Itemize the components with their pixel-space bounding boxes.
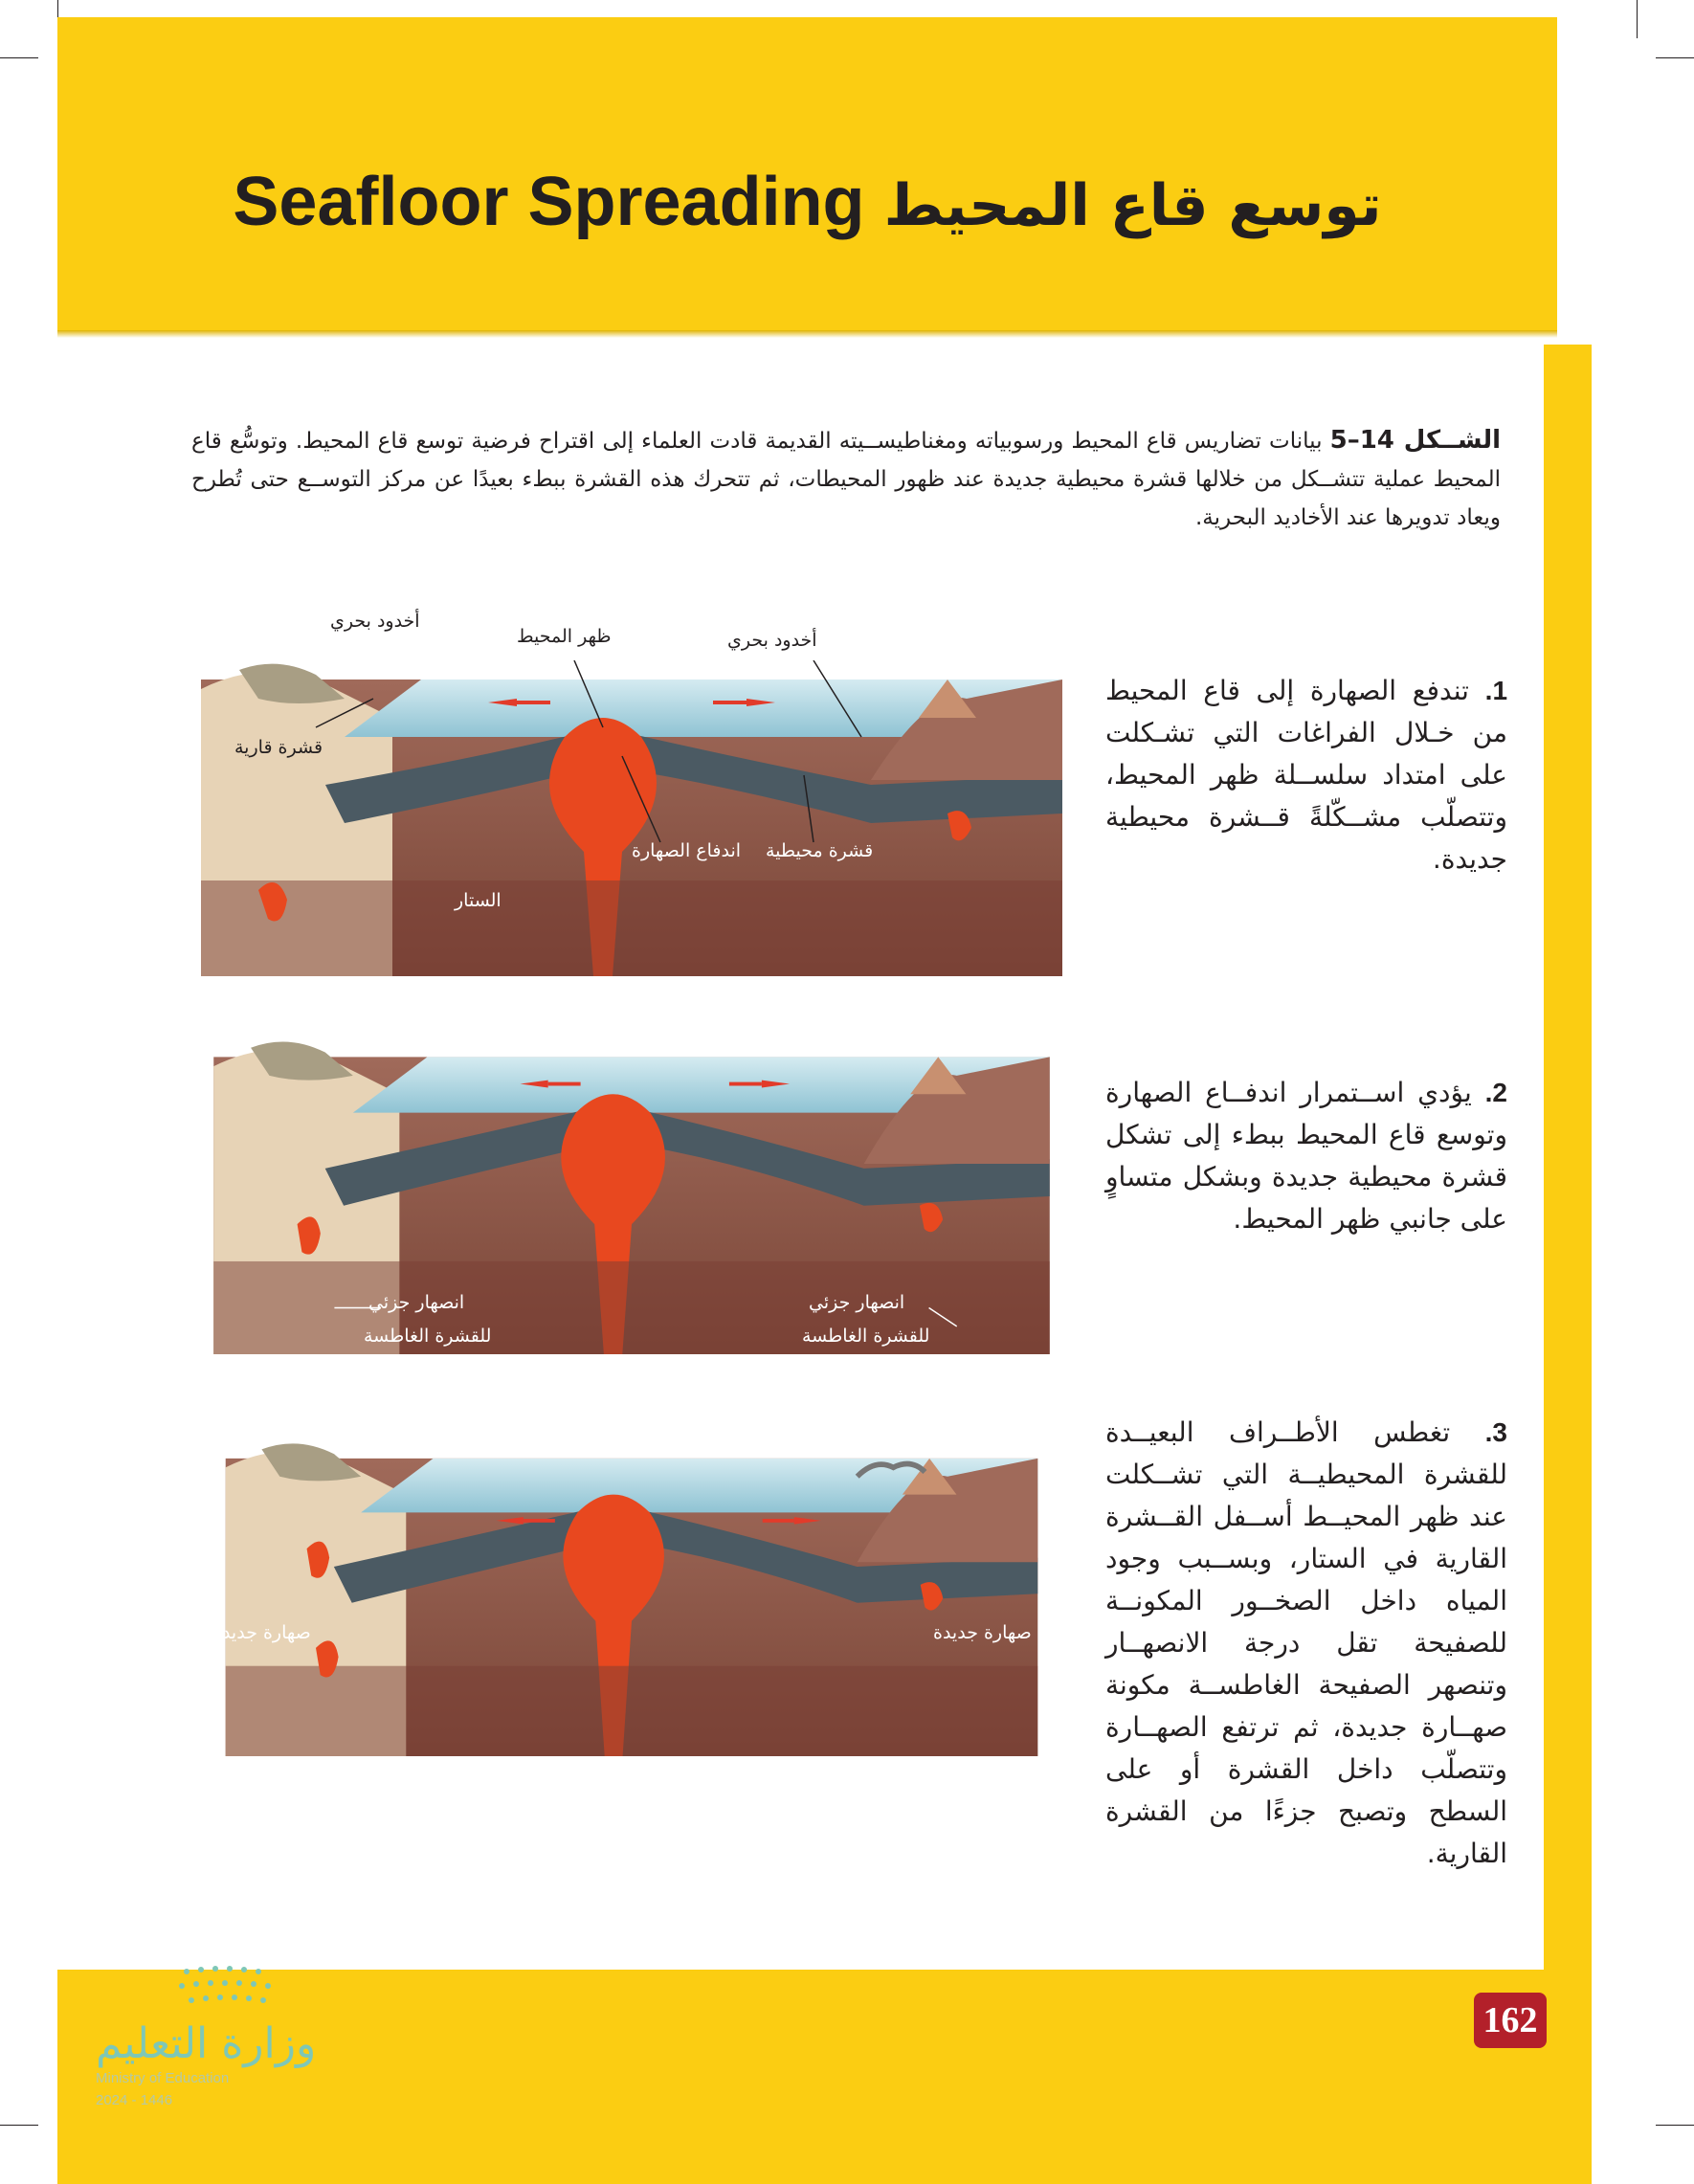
crop-mark bbox=[1656, 2125, 1694, 2126]
step-number: 1. bbox=[1484, 676, 1508, 705]
label-new-magma-right: صهارة جديدة bbox=[933, 1622, 1032, 1643]
step-2 bbox=[1105, 1072, 1507, 1240]
step-3 bbox=[1105, 1412, 1507, 1875]
label-partial-melt-right-2: للقشرة الغاطسة bbox=[802, 1326, 930, 1347]
label-partial-melt-right-1: انصهار جزئي bbox=[809, 1292, 905, 1313]
diagram-subduction bbox=[201, 1440, 1062, 1756]
caption-label: الشــكل 14–5 bbox=[1329, 426, 1501, 455]
step-number: 2. bbox=[1484, 1078, 1507, 1107]
label-oceanic-crust: قشرة محيطية bbox=[766, 840, 874, 861]
crop-mark bbox=[0, 57, 38, 58]
ministry-logo-english: Ministry of Education bbox=[96, 2070, 230, 2086]
label-magma-upwelling: اندفاع الصهارة bbox=[632, 840, 742, 861]
label-ridge: ظهر المحيط bbox=[517, 626, 612, 647]
crop-mark bbox=[1637, 0, 1638, 38]
title-english: Seafloor Spreading bbox=[233, 164, 865, 240]
step-number: 3. bbox=[1484, 1417, 1507, 1447]
figure-caption bbox=[191, 421, 1501, 537]
diagram-ridge-upwelling bbox=[201, 660, 1062, 976]
label-partial-melt-left-2: للقشرة الغاطسة bbox=[364, 1326, 492, 1347]
label-mantle: الستار bbox=[455, 890, 502, 911]
crop-mark bbox=[0, 2125, 38, 2126]
label-continental-crust: قشرة قارية bbox=[234, 737, 323, 758]
step-text: يؤدي اســتمرار اندفــاع الصهارة وتوسع قاع المحيط ببطء إلى تشكل قشرة محيطية جديدة وبشكل متساوٍ على جانبي ظهر المحيط. bbox=[1105, 1077, 1507, 1235]
page-title bbox=[57, 163, 1557, 241]
diagram-spreading bbox=[201, 1038, 1062, 1354]
page-number: 162 bbox=[1474, 1993, 1547, 2048]
step-text: تندفع الصهارة إلى قاع المحيط من خـلال الفراغات التي تشـكلت على امتداد سلســلة ظهر المحيط، وتتصلّب مشــكّلةً قــشرة محيطية جديدة. bbox=[1105, 675, 1507, 875]
label-trench-right: أخدود بحري bbox=[727, 630, 817, 651]
title-arabic: توسع قاع المحيط bbox=[883, 172, 1382, 239]
step-1 bbox=[1105, 670, 1507, 880]
label-new-magma-left: صهارة جديدة bbox=[212, 1622, 311, 1643]
ministry-logo-arabic: وزارة التعليم bbox=[96, 2019, 317, 2068]
side-bar bbox=[1544, 345, 1592, 1972]
ministry-logo-year: 2024 - 1446 bbox=[96, 2092, 173, 2108]
step-text: تغطس الأطــراف البعيــدة للقشرة المحيطيــة التي تشــكلت عند ظهر المحيــط أســفل القــشرة القارية في الستار، وبســبب وجود المياه داخل الصخــور المكونــة للصفيحة تقل درجة الانصهــار وتنصهر الصفيحة الغاطســة مكونة صهــارة جديدة، ثم ترتفع الصهــارة وتتصلّب داخل القشرة أو على السطح وتصبح جزءًا من القشرة القارية. bbox=[1105, 1416, 1507, 1869]
caption-text: بيانات تضاريس قاع المحيط ورسوبياته ومغناطيســيته القديمة قادت العلماء إلى اقتراح فرضية توسع قاع المحيط. وتوسُّع قاع المحيط عملية تتشــكل من خلالها قشرة محيطية جديدة عند ظهور المحيطات، ثم تتحرك هذه القشرة ببطء بعيدًا عن مركز التوســع حتى تُطرح ويعاد تدويرها عند الأخاديد البحرية. bbox=[191, 429, 1501, 530]
header-shadow bbox=[57, 330, 1557, 338]
label-partial-melt-left-1: انصهار جزئي bbox=[368, 1292, 465, 1313]
crop-mark bbox=[1656, 57, 1694, 58]
label-trench-left: أخدود بحري bbox=[330, 611, 420, 632]
